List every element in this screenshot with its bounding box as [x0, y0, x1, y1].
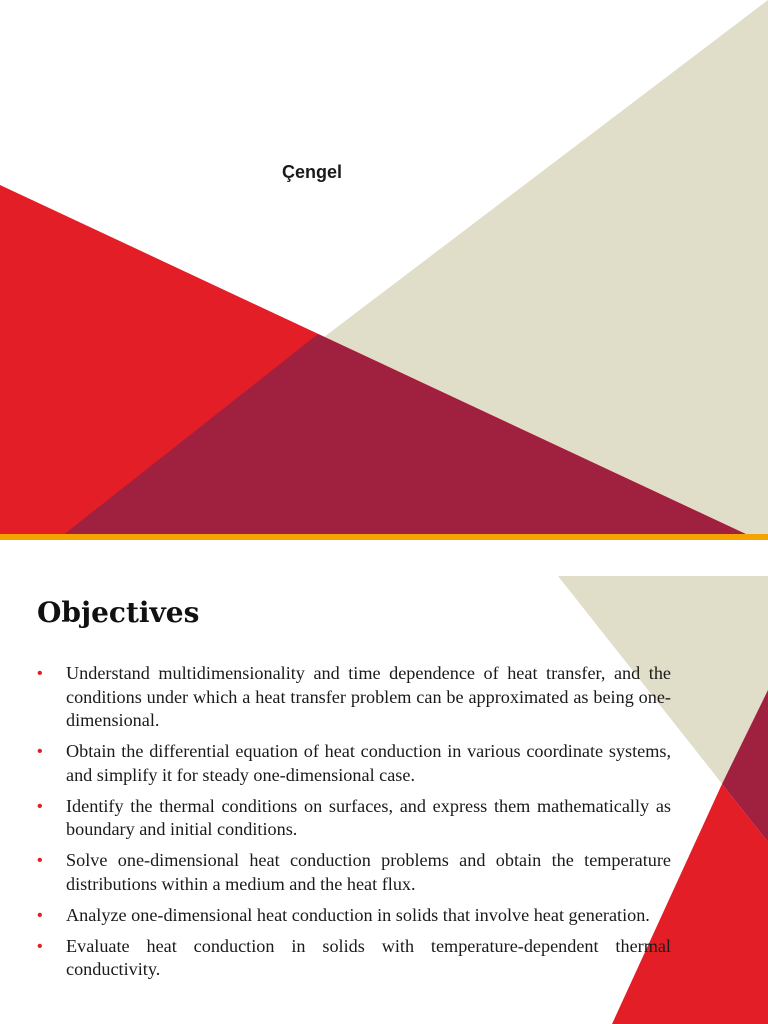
list-item	[37, 849, 671, 896]
bullet-icon: •	[37, 665, 43, 682]
bullet-icon: •	[37, 852, 43, 869]
list-item-text: Solve one-dimensional heat conduction problems and obtain the temperature distributions within a medium and the heat flux.	[66, 850, 671, 894]
list-item	[37, 740, 671, 787]
objectives-list	[37, 662, 671, 989]
list-item-text: Analyze one-dimensional heat conduction in solids that involve heat generation.	[66, 904, 650, 925]
list-item	[37, 904, 671, 928]
list-item	[37, 662, 671, 733]
author-name: Çengel	[281, 162, 342, 182]
bullet-icon: •	[37, 743, 43, 760]
bullet-icon: •	[37, 937, 43, 955]
list-item-text: Identify the thermal conditions on surfaces, and express them mathematically as boundary and initial conditions.	[66, 795, 671, 839]
list-item	[37, 935, 671, 982]
objectives-slide	[0, 540, 768, 1024]
slide-title: Objectives	[37, 596, 200, 629]
bullet-icon: •	[37, 906, 43, 924]
list-item-text: Evaluate heat conduction in solids with temperature-dependent thermal conductivity.	[66, 935, 671, 979]
list-item	[37, 795, 671, 842]
list-item-text: Understand multidimensionality and time dependence of heat transfer, and the conditions under which a heat transfer problem can be approximated as being one-dimensional.	[66, 663, 671, 730]
list-item-text: Obtain the differential equation of heat conduction in various coordinate systems, and simplify it for steady one-dimensional case.	[66, 741, 671, 785]
bullet-icon: •	[37, 797, 43, 815]
